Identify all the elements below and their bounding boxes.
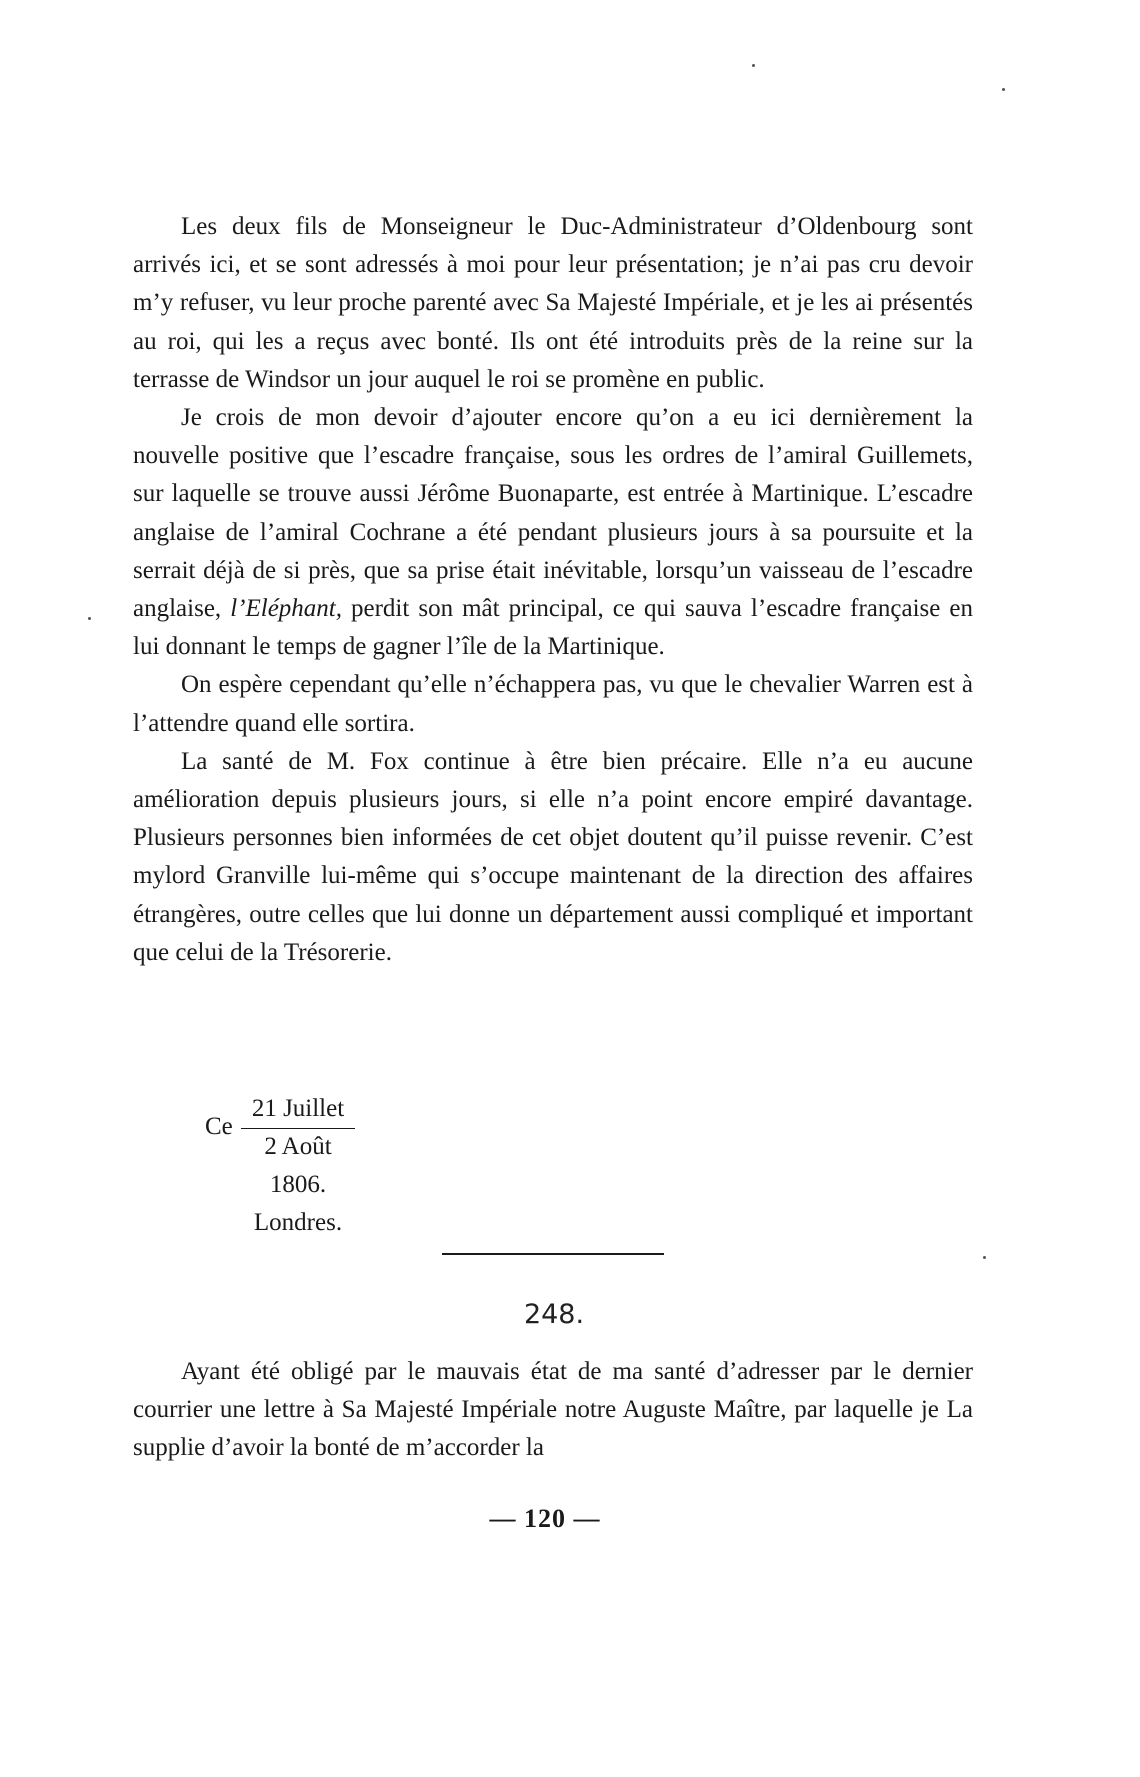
page-number: — 120 —	[489, 1504, 601, 1533]
date-fraction	[205, 1090, 355, 1170]
scan-speck	[752, 64, 755, 67]
paragraph-2-end: perdit son mât principal, ce qui sauva l’escadre française en lui donnant le temps de gagner l’île de la Martinique.	[133, 595, 973, 661]
date-new-style: 2 Août	[264, 1133, 332, 1160]
date-old-style: 21 Juillet	[251, 1095, 345, 1122]
section-separator	[442, 1253, 664, 1255]
scan-speck	[88, 617, 91, 620]
ship-name: l’Eléphant,	[230, 595, 342, 623]
letter-248-body	[133, 1353, 973, 1468]
paragraph-2-start: Je crois de mon devoir d’ajouter encore qu’on a eu ici dernièrement la nouvelle positive que l’escadre française, sous les ordres de l’amiral Guillemets, sur laquelle se trouve aussi Jérôme Buonaparte, est entrée à Martinique. L’escadre anglaise de l’amiral Cochrane a été pendant plusieurs jours à sa poursuite et la serrait déjà de si près, que sa prise était inévitable, lorsqu’un vaisseau de l’escadre anglaise,	[133, 404, 973, 623]
date-prefix: Ce	[205, 1113, 233, 1140]
paragraph-248-1: Ayant été obligé par le mauvais état de ma santé d’adresser par le dernier courrier une lettre à Sa Majesté Impériale notre Auguste Maître, par laquelle je La supplie d’avoir la bonté de m’accorder la	[133, 1358, 973, 1462]
paragraph-1: Les deux fils de Monseigneur le Duc-Administrateur d’Oldenbourg sont arrivés ici, et se sont adressés à moi pour leur présentation; je n’ai pas cru devoir m’y refuser, vu leur proche parenté avec Sa Majesté Impériale, et je les ai présentés au roi, qui les a reçus avec bonté. Ils ont été introduits près de la reine sur la terrasse de Windsor un jour auquel le roi se promène en public.	[133, 213, 973, 393]
paragraph-4: La santé de M. Fox continue à être bien précaire. Elle n’a eu aucune amélioration depuis plusieurs jours, si elle n’a point encore empiré davantage. Plusieurs personnes bien informées de cet objet doutent qu’il puisse revenir. C’est mylord Granville lui-même qui s’occupe maintenant de la direction des affaires étrangères, outre celles que lui donne un département aussi compliqué et important que celui de la Trésorerie.	[133, 747, 973, 966]
date-year: 1806.	[269, 1171, 327, 1198]
letter-number: 248.	[523, 1299, 585, 1330]
paragraph-2	[133, 399, 973, 666]
letter-247-body	[133, 208, 973, 972]
paragraph-3: On espère cependant qu’elle n’échappera pas, vu que le chevalier Warren est à l’attendre quand elle sortira.	[133, 671, 973, 737]
scan-speck	[1002, 88, 1005, 91]
date-place: Londres.	[253, 1209, 343, 1236]
scan-speck	[983, 1256, 986, 1259]
